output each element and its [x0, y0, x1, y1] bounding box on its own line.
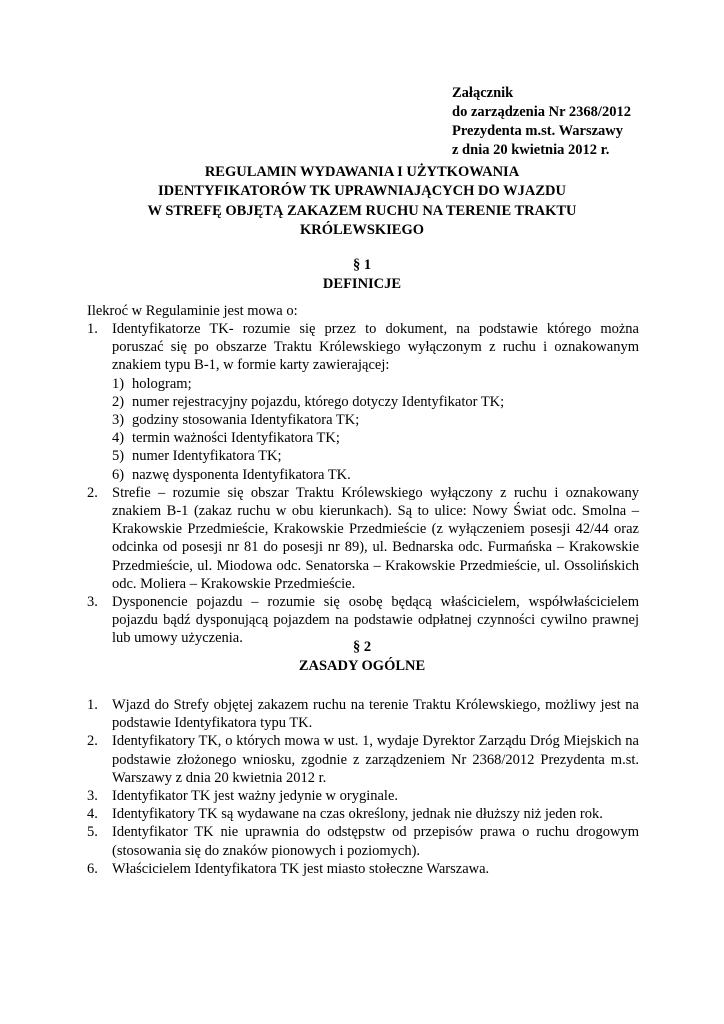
sub-item-number: 6) — [112, 466, 125, 483]
sub-list-item — [112, 466, 639, 484]
item-number: 1. — [87, 697, 98, 713]
sub-item-text: termin ważności Identyfikatora TK; — [132, 430, 340, 447]
annex-line-1: Załącznik — [452, 85, 514, 101]
sub-list — [112, 375, 639, 484]
item-text: Identyfikator TK jest ważny jedynie w oryginale. — [112, 788, 399, 805]
sub-item-text: nazwę dysponenta Identyfikatora TK. — [132, 466, 351, 483]
item-text: Wjazd do Strefy objętej zakazem ruchu na terenie Traktu Królewskiego, możliwy jest na podstawie Identyfikatora typu TK. — [112, 697, 639, 732]
list-item — [87, 732, 639, 787]
item-text: Identyfikatory TK, o których mowa w ust. 1, wydaje Dyrektor Zarządu Dróg Miejskich na podstawie złożonego wniosku, zgodnie z zarządzeniem Nr 2368/2012 Prezydenta m.st. Warszawy z dnia 20 kwietnia 2012 r. — [112, 733, 639, 786]
sub-item-text: numer Identyfikatora TK; — [132, 448, 282, 465]
item-number: 3. — [87, 594, 98, 611]
title-line-2: IDENTYFIKATORÓW TK UPRAWNIAJĄCYCH DO WJAZDU — [158, 183, 566, 200]
item-text: Właścicielem Identyfikatora TK jest miasto stołeczne Warszawa. — [112, 860, 490, 877]
annex-header — [452, 84, 631, 160]
item-number: 2. — [87, 484, 98, 501]
section-1-title: DEFINICJE — [322, 276, 402, 292]
item-text: Identyfikatorze TK- rozumie się przez to dokument, na podstawie którego można poruszać się po obszarze Traktu Królewskiego wyłączonym z ruchu i oznakowanym znakiem typu B-1, w formie karty zawierającej: — [112, 321, 639, 374]
section-2-heading — [90, 638, 634, 676]
title-line-4: KRÓLEWSKIEGO — [299, 221, 425, 238]
item-number: 1. — [87, 321, 98, 337]
section-2-list — [87, 696, 639, 878]
list-item — [87, 484, 639, 593]
item-number: 3. — [87, 788, 98, 805]
sub-item-text: hologram; — [132, 375, 192, 392]
sub-item-text: godziny stosowania Identyfikatora TK; — [132, 412, 360, 429]
item-text: Dysponencie pojazdu – rozumie się osobę będącą właścicielem, współwłaścicielem pojazdu bądź dysponującą pojazdem na podstawie odpłatnej czynności cywilno prawnej lub umowy użyczenia. — [112, 594, 639, 647]
sub-item-number: 1) — [112, 375, 125, 392]
sub-list-item — [112, 447, 639, 465]
list-item — [87, 860, 639, 878]
list-item — [87, 320, 639, 484]
item-text: Identyfikatory TK są wydawane na czas określony, jednak nie dłuższy niż jeden rok. — [112, 806, 603, 823]
sub-item-number: 2) — [112, 393, 125, 410]
section-1-list — [87, 320, 639, 648]
item-number: 4. — [87, 806, 98, 823]
list-item — [87, 787, 639, 805]
section-1-intro: Ilekroć w Regulaminie jest mowa o: — [87, 303, 298, 319]
list-item — [87, 696, 639, 732]
section-1-heading — [90, 256, 634, 294]
item-number: 2. — [87, 733, 98, 750]
annex-line-3: Prezydenta m.st. Warszawy — [452, 123, 624, 139]
item-number: 6. — [87, 860, 98, 877]
sub-item-number: 5) — [112, 448, 125, 465]
item-number: 5. — [87, 824, 98, 841]
sub-list-item — [112, 375, 639, 393]
sub-item-number: 3) — [112, 412, 125, 429]
list-item — [87, 805, 639, 823]
sub-list-item — [112, 393, 639, 411]
item-text: Strefie – rozumie się obszar Traktu Królewskiego wyłączony z ruchu i oznakowany znakiem B-1 (zakaz ruchu w obu kierunkach). Są to ulice: Nowy Świat odc. Smolna – Krakowskie Przedmieście, Krakowskie Przedmieście (z wyłączeniem posesji 42/44 oraz odcinka od posesji nr 81 do posesji nr 89), ul. Bednarska odc. Furmańska – Krakowskie Przedmieście, ul. Miodowa odc. Senatorska – Krakowskie Przedmieście, ul. Ossolińskich odc. Moliera – Krakowskie Przedmieście. — [112, 484, 639, 592]
document-title — [90, 163, 634, 240]
title-line-3: W STREFĘ OBJĘTĄ ZAKAZEM RUCHU NA TERENIE TRAKTU — [147, 202, 577, 219]
section-1-number: § 1 — [352, 257, 372, 273]
sub-item-number: 4) — [112, 430, 125, 447]
section-2-number: § 2 — [352, 639, 372, 655]
title-line-1: REGULAMIN WYDAWANIA I UŻYTKOWANIA — [204, 164, 520, 180]
annex-line-4: z dnia 20 kwietnia 2012 r. — [452, 142, 610, 158]
item-text: Identyfikator TK nie uprawnia do odstępstw od przepisów prawa o ruchu drogowym (stosowania się do znaków pionowych i poziomych). — [112, 824, 639, 859]
list-item — [87, 823, 639, 859]
annex-line-2: do zarządzenia Nr 2368/2012 — [452, 104, 631, 120]
sub-list-item — [112, 429, 639, 447]
sub-item-text: numer rejestracyjny pojazdu, którego dotyczy Identyfikator TK; — [132, 393, 505, 410]
section-2-title: ZASADY OGÓLNE — [298, 658, 426, 674]
sub-list-item — [112, 411, 639, 429]
